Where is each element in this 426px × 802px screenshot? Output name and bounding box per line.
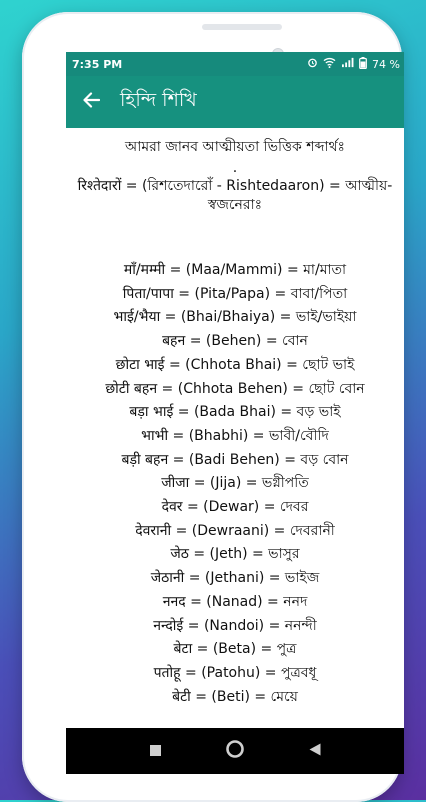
battery-level: 74 % [372,57,400,71]
recents-button[interactable] [144,740,166,762]
list-item: पतोहू = (Patohu) = পুত্রবধূ [153,664,317,681]
list-item: बड़ा भाई = (Bada Bhai) = বড় ভাই [129,404,341,421]
list-item: पिता/पापा = (Pita/Papa) = বাবা/পিতা [122,285,348,302]
phone-speaker [202,24,282,30]
separator-dot: . [232,160,238,176]
triangle-back-icon [308,742,322,761]
section-heading: रिश्तेदारों = (রিশতেদারোঁ - Rishtedaaron) = আত্মীয়-স্বজনেরাঃ [77,178,393,213]
intro-text: আমরা জানব আত্মীয়তা ভিত্তিক শব্দার্থঃ [125,139,345,155]
vocabulary-list [66,259,404,709]
list-item: बेटा = (Beta) = পুত্র [173,641,297,658]
list-item: छोटा भाई = (Chhota Bhai) = ছোট ভাই [115,356,355,373]
arrow-left-icon [82,92,100,112]
home-button[interactable] [224,740,246,762]
list-item: बड़ी बहन = (Badi Behen) = বড় বোন [121,451,349,468]
list-item: जेठानी = (Jethani) = ভাইজ [150,570,320,587]
alarm-icon [307,57,318,71]
list-item: माँ/मम्मी = (Maa/Mammi) = মা/মাতা [123,262,347,278]
wifi-icon [323,57,336,71]
list-item: देवरानी = (Dewraani) = দেবরানী [135,522,335,539]
square-recents-icon [149,742,162,761]
list-item: बहन = (Behen) = বোন [162,333,308,350]
back-button[interactable] [78,89,104,115]
content-area[interactable] [66,128,404,728]
device-screen [66,52,404,774]
list-item: भाभी = (Bhabhi) = ভাবী/বৌদি [141,427,329,444]
list-item: देवर = (Dewar) = দেবর [161,499,309,516]
list-item: जेठ = (Jeth) = ভাসুর [170,546,300,563]
status-time: 7:35 PM [72,57,123,71]
list-item: ननद = (Nanad) = ননদ [162,593,308,610]
circle-home-icon [225,739,245,763]
battery-icon [359,57,367,72]
list-item: बेटी = (Beti) = মেয়ে [172,688,298,705]
list-item: नन्दोई = (Nandoi) = ননন্দী [153,617,317,634]
status-icons [307,57,400,72]
system-nav-bar [66,728,404,774]
list-item: भाई/भैया = (Bhai/Bhaiya) = ভাই/ভাইয়া [113,309,357,326]
list-item: छोटी बहन = (Chhota Behen) = ছোট বোন [105,380,365,397]
back-nav-button[interactable] [304,740,326,762]
status-bar [66,52,404,76]
phone-frame [22,12,402,802]
signal-icon [341,57,354,71]
list-item: जीजा = (Jija) = ভগ্নীপতি [161,475,309,492]
app-bar [66,76,404,128]
app-title: হিন্দি শিখি [120,89,197,111]
